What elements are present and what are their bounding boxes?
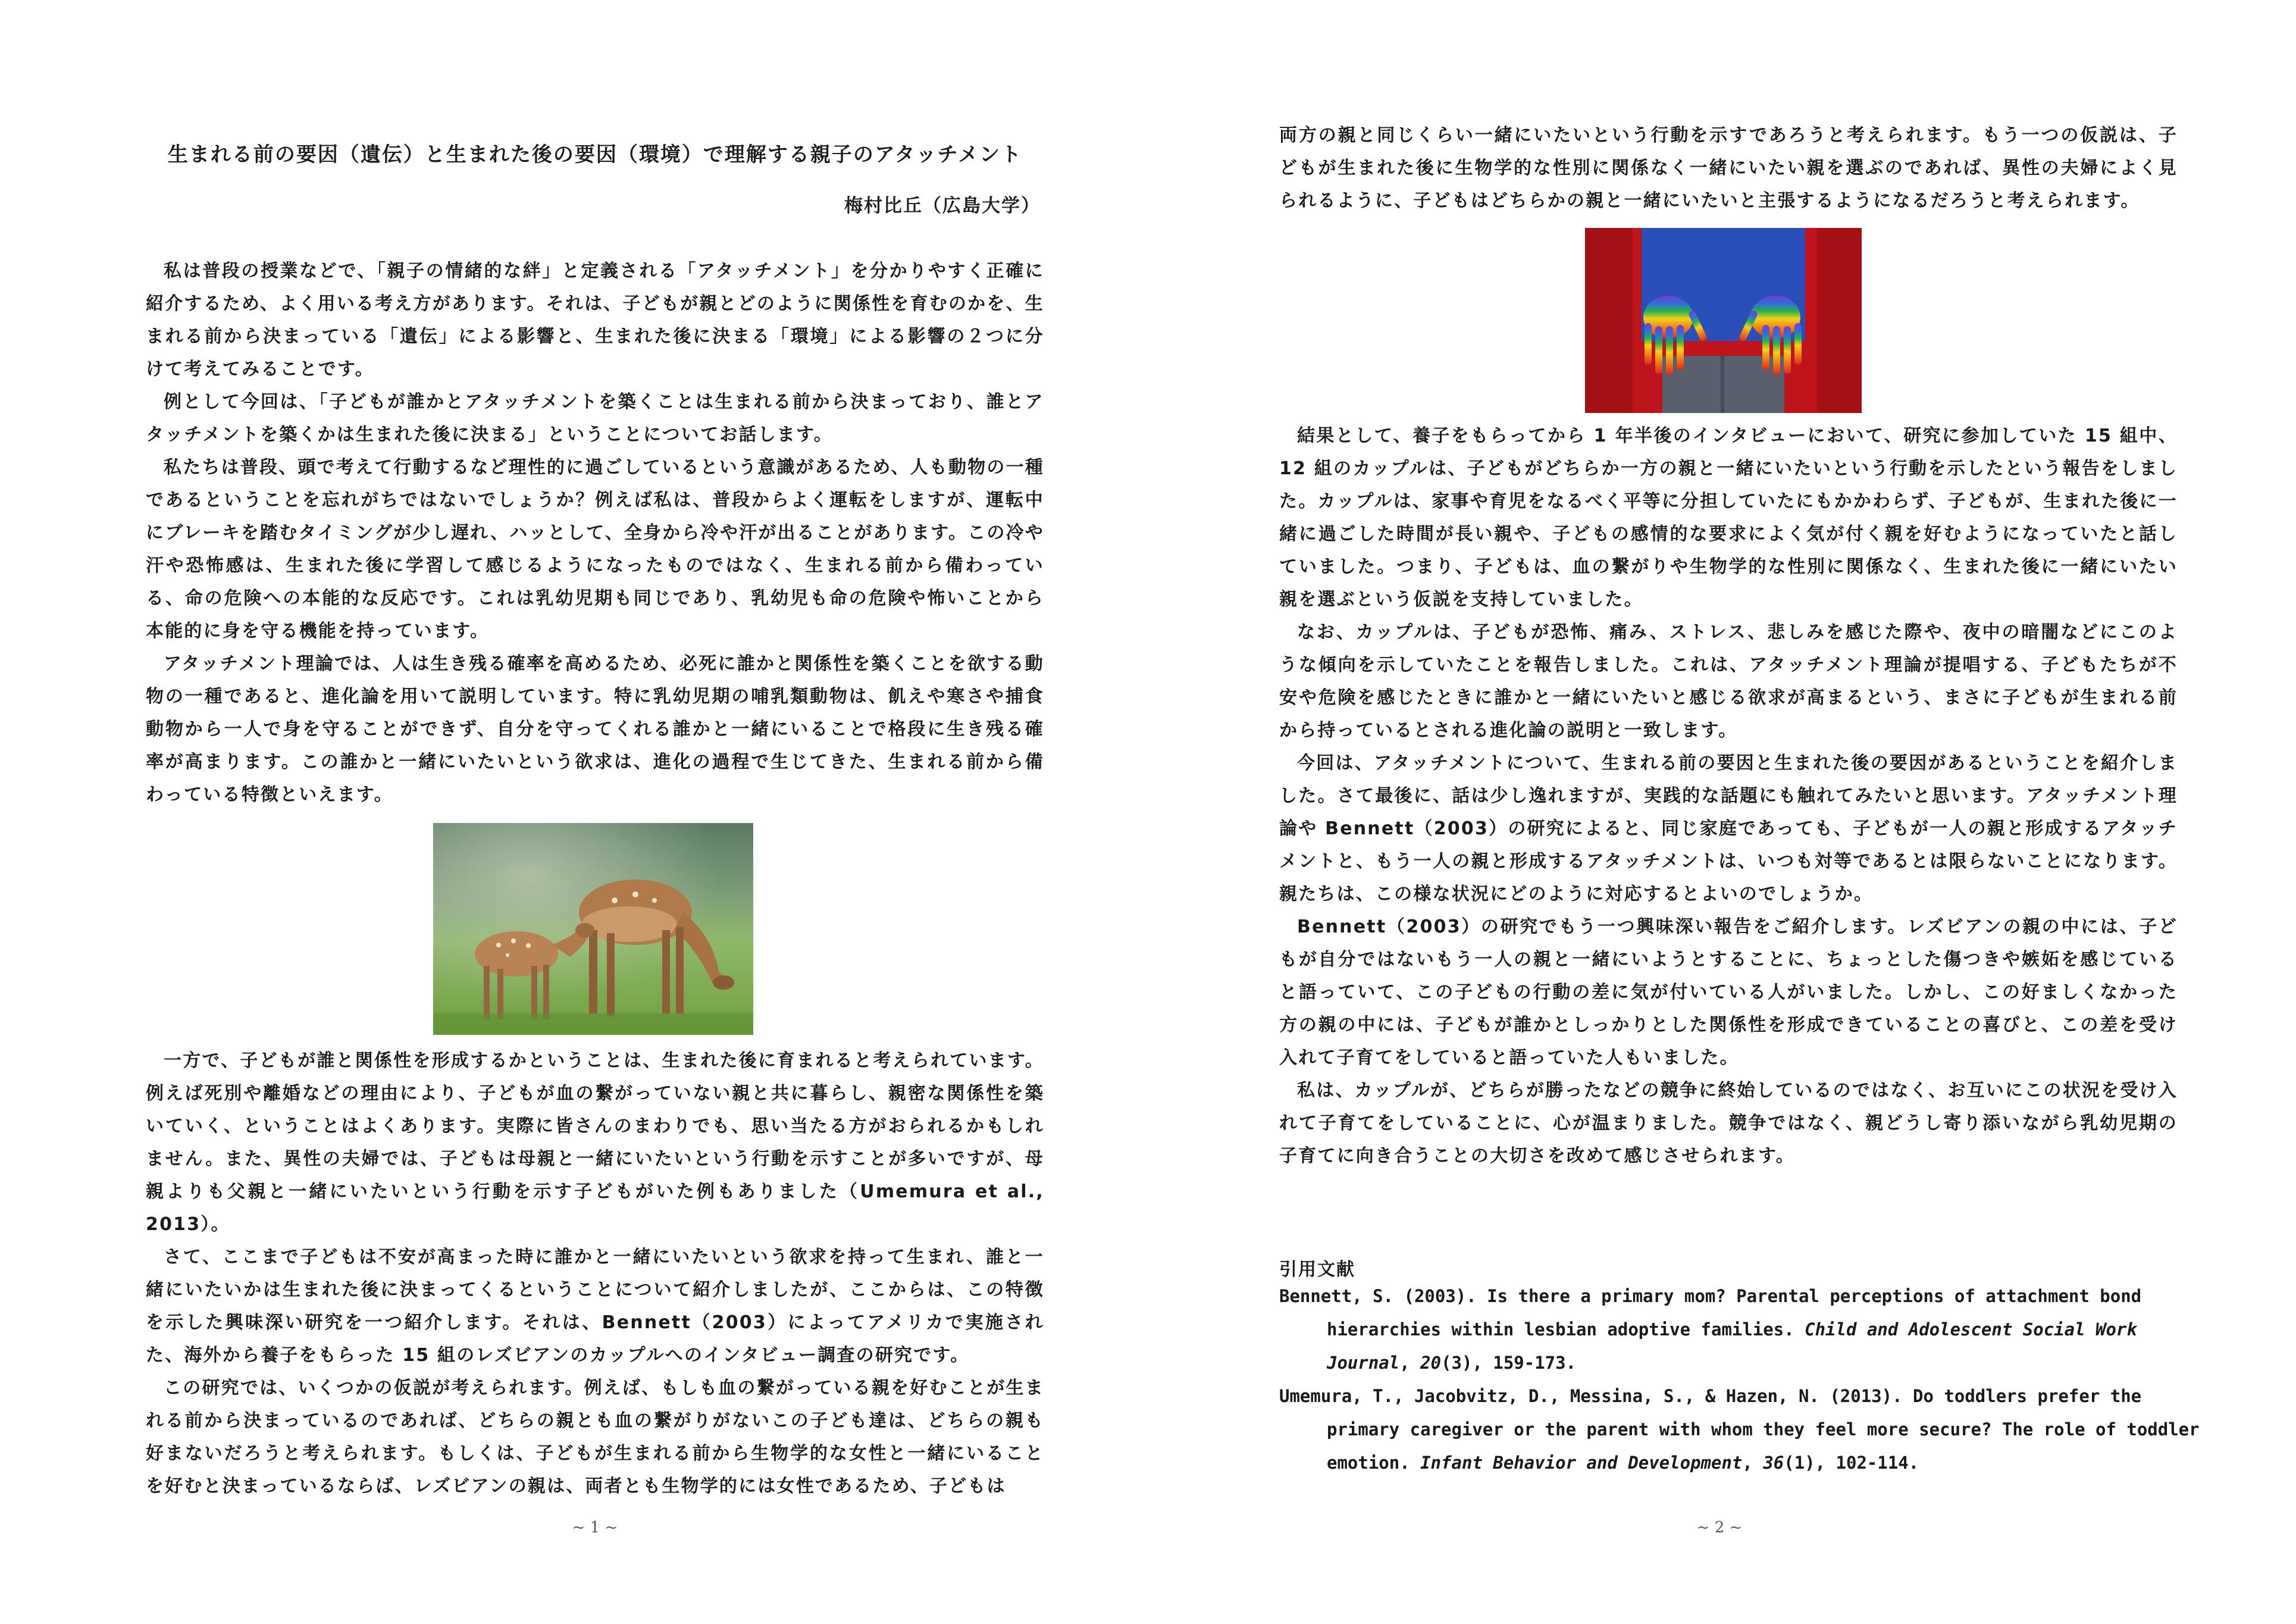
reference-separator: , — [1399, 1353, 1421, 1373]
reference-volume: 20 — [1420, 1353, 1442, 1373]
paragraph: 私は普段の授業などで、「親子の情緒的な絆」と定義される「アタッチメント」を分かりやすく正確に紹介するため、よく用いる考え方があります。それは、子どもが親とどのように関係性を育むのかを、生まれる前から決まっている「遺伝」による影響と、生まれた後に決まる「環境」による影響の２つに分けて考えてみることです。 — [146, 261, 1044, 380]
reference-journal: Child and Adolescent Social Work Journal — [1327, 1319, 2137, 1373]
reference-pages: (3), 159-173. — [1441, 1353, 1577, 1373]
paragraph: 一方で、子どもが誰と関係性を形成するかということは、生まれた後に育まれると考えられています。例えば死別や離婚などの理由により、子どもが血の繋がっていない親と共に暮らし、親密な関係性を築いていく、ということはよくあります。実際に皆さんのまわりでも、思い当たる方がおられるかもしれません。また、異性の夫婦では、子どもは母親と一緒にいたいという行動を示すことが多いですが、母親よりも父親と一緒にいたいという行動を示す子どもがいた例もありました（Umemura et al., 2013）。 — [146, 1050, 1044, 1235]
paragraph: Bennett（2003）の研究でもう一つ興味深い報告をご紹介します。レズビアンの親の中には、子どもが自分ではないもう一人の親と一緒にいようとすることに、ちょっとした傷つきや嫉妬を感じていると語っていて、この子どもの行動の差に気が付いている人がいました。しかし、この好ましくなかった方の親の中には、子どもが誰かとしっかりとした関係性を形成できていることの喜びと、この差を受け入れて子育てをしていると語っていた人もいました。 — [1279, 916, 2178, 1068]
author-line: 梅村比丘（広島大学） — [844, 195, 1041, 217]
paragraph: 私は、カップルが、どちらが勝ったなどの競争に終始しているのではなく、お互いにこの状況を受け入れて子育てをしていることに、心が温まりました。競争ではなく、親どうし寄り添いながら乳幼児期の子育てに向き合うことの大切さを改めて感じさせられます。 — [1279, 1080, 2178, 1166]
paragraph: 例として今回は、「子どもが誰かとアタッチメントを築くことは生まれる前から決まっており、誰とアタッチメントを築くかは生まれた後に決まる」ということについてお話します。 — [146, 392, 1044, 445]
page2-body-a — [1279, 119, 2178, 217]
reference-entry — [1279, 1279, 2207, 1379]
paragraph: この研究では、いくつかの仮説が考えられます。例えば、もしも血の繋がっている親を好むことが生まれる前から決まっているのであれば、どちらの親とも血の繋がりがないこの子ども達は、どちらの親も好まないだろうと考えられます。もしくは、子どもが生まれる前から生物学的な女性と一緒にいることを好むと決まっているならば、レズビアンの親は、両者とも生物学的には女性であるため、子どもは — [146, 1378, 1044, 1497]
page-number: ~ 1 ~ — [572, 1519, 618, 1537]
paragraph: 今回は、アタッチメントについて、生まれる前の要因と生まれた後の要因があるということを紹介しました。さて最後に、話は少し逸れますが、実践的な話題にも触れてみたいと思います。アタッチメント理論や Bennett（2003）の研究によると、同じ家庭であっても、子どもが一人の親と形成するアタッチメントと、もう一人の親と形成するアタッチメントは、いつも対等であるとは限らないことになります。親たちは、この様な状況にどのように対応するとよいのでしょうか。 — [1279, 753, 2178, 905]
page1-body-b — [146, 1044, 1044, 1503]
reference-journal: Infant Behavior and Development — [1420, 1453, 1743, 1473]
reference-separator: , — [1742, 1453, 1763, 1473]
reference-entry — [1279, 1379, 2207, 1479]
page-number: ~ 2 ~ — [1696, 1519, 1743, 1537]
paragraph: 両方の親と同じくらい一緒にいたいという行動を示すであろうと考えられます。もう一つの仮説は、子どもが生まれた後に生物学的な性別に関係なく一緒にいたい親を選ぶのであれば、異性の夫婦によく見られるように、子どもはどちらかの親と一緒にいたいと主張するようになるだろうと考えられます。 — [1279, 125, 2178, 211]
paragraph: アタッチメント理論では、人は生き残る確率を高めるため、必死に誰かと関係性を築くことを欲する動物の一種であると、進化論を用いて説明しています。特に乳幼児期の哺乳類動物は、飢えや寒さや捕食動物から一人で身を守ることができず、自分を守ってくれる誰かと一緒にいることで格段に生き残る確率が高まります。この誰かと一緒にいたいという欲求は、進化の過程で生じてきた、生まれる前から備わっている特徴といえます。 — [146, 653, 1044, 805]
reference-volume: 36 — [1763, 1453, 1784, 1473]
paragraph: 私たちは普段、頭で考えて行動するなど理性的に過ごしているという意識があるため、人も動物の一種であるということを忘れがちではないでしょうか？例えば私は、普段からよく運転をしますが、運転中にブレーキを踏むタイミングが少し遅れ、ハッとして、全身から冷や汗が出ることがあります。この冷や汗や恐怖感は、生まれた後に学習して感じるようになったものではなく、生まれる前から備わっている、命の危険への本能的な反応です。これは乳幼児期も同じであり、乳幼児も命の危険や怖いことから本能的に身を守る機能を持っています。 — [146, 457, 1044, 642]
reference-text: Umemura, T., Jacobvitz, D., Messina, S., & Hazen, N. (2013). Do toddlers prefer the primary caregiver or the parent with whom they feel more secure? The role of toddler emotion. — [1279, 1386, 2200, 1473]
rainbow-hands-photo — [1585, 228, 1862, 413]
reference-pages: (1), 102-114. — [1784, 1453, 1919, 1473]
paragraph: なお、カップルは、子どもが恐怖、痛み、ストレス、悲しみを感じた際や、夜中の暗闇などにこのような傾向を示していたことを報告しました。これは、アタッチメント理論が提唱する、子どもたちが不安や危険を感じたときに誰かと一緒にいたいと感じる欲求が高まるという、まさに子どもが生まれる前から持っているとされる進化論の説明と一致します。 — [1279, 622, 2178, 741]
deer-photo — [433, 823, 753, 1035]
article-title: 生まれる前の要因（遺伝）と生まれた後の要因（環境）で理解する親子のアタッチメント — [167, 143, 1023, 167]
page2-body-b — [1279, 420, 2178, 1172]
paragraph: 結果として、養子をもらってから 1 年半後のインタビューにおいて、研究に参加していた 15 組中、12 組のカップルは、子どもがどちらか一方の親と一緒にいたいという行動を示したという報告をしました。カップルは、家事や育児をなるべく平等に分担していたにもかかわらず、子どもが、生まれた後に一緒に過ごした時間が長い親や、子どもの感情的な要求によく気が付く親を好むようになっていたと話していました。つまり、子どもは、血の繋がりや生物学的な性別に関係なく、生まれた後に一緒にいたい親を選ぶという仮説を支持していました。 — [1279, 425, 2178, 610]
references-heading: 引用文献 — [1279, 1259, 1355, 1280]
reference-text: Bennett, S. (2003). Is there a primary mom? Parental perceptions of attachment bond hierarchies within lesbian adoptive families. — [1279, 1286, 2142, 1340]
page1-body-a — [146, 255, 1044, 811]
page-2 — [1148, 0, 2296, 1624]
paragraph: さて、ここまで子どもは不安が高まった時に誰かと一緒にいたいという欲求を持って生まれ、誰と一緒にいたいかは生まれた後に決まってくるということについて紹介しましたが、ここからは、この特徴を示した興味深い研究を一つ紹介します。それは、Bennett（2003）によってアメリカで実施された、海外から養子をもらった 15 組のレズビアンのカップルへのインタビュー調査の研究です。 — [146, 1247, 1044, 1366]
